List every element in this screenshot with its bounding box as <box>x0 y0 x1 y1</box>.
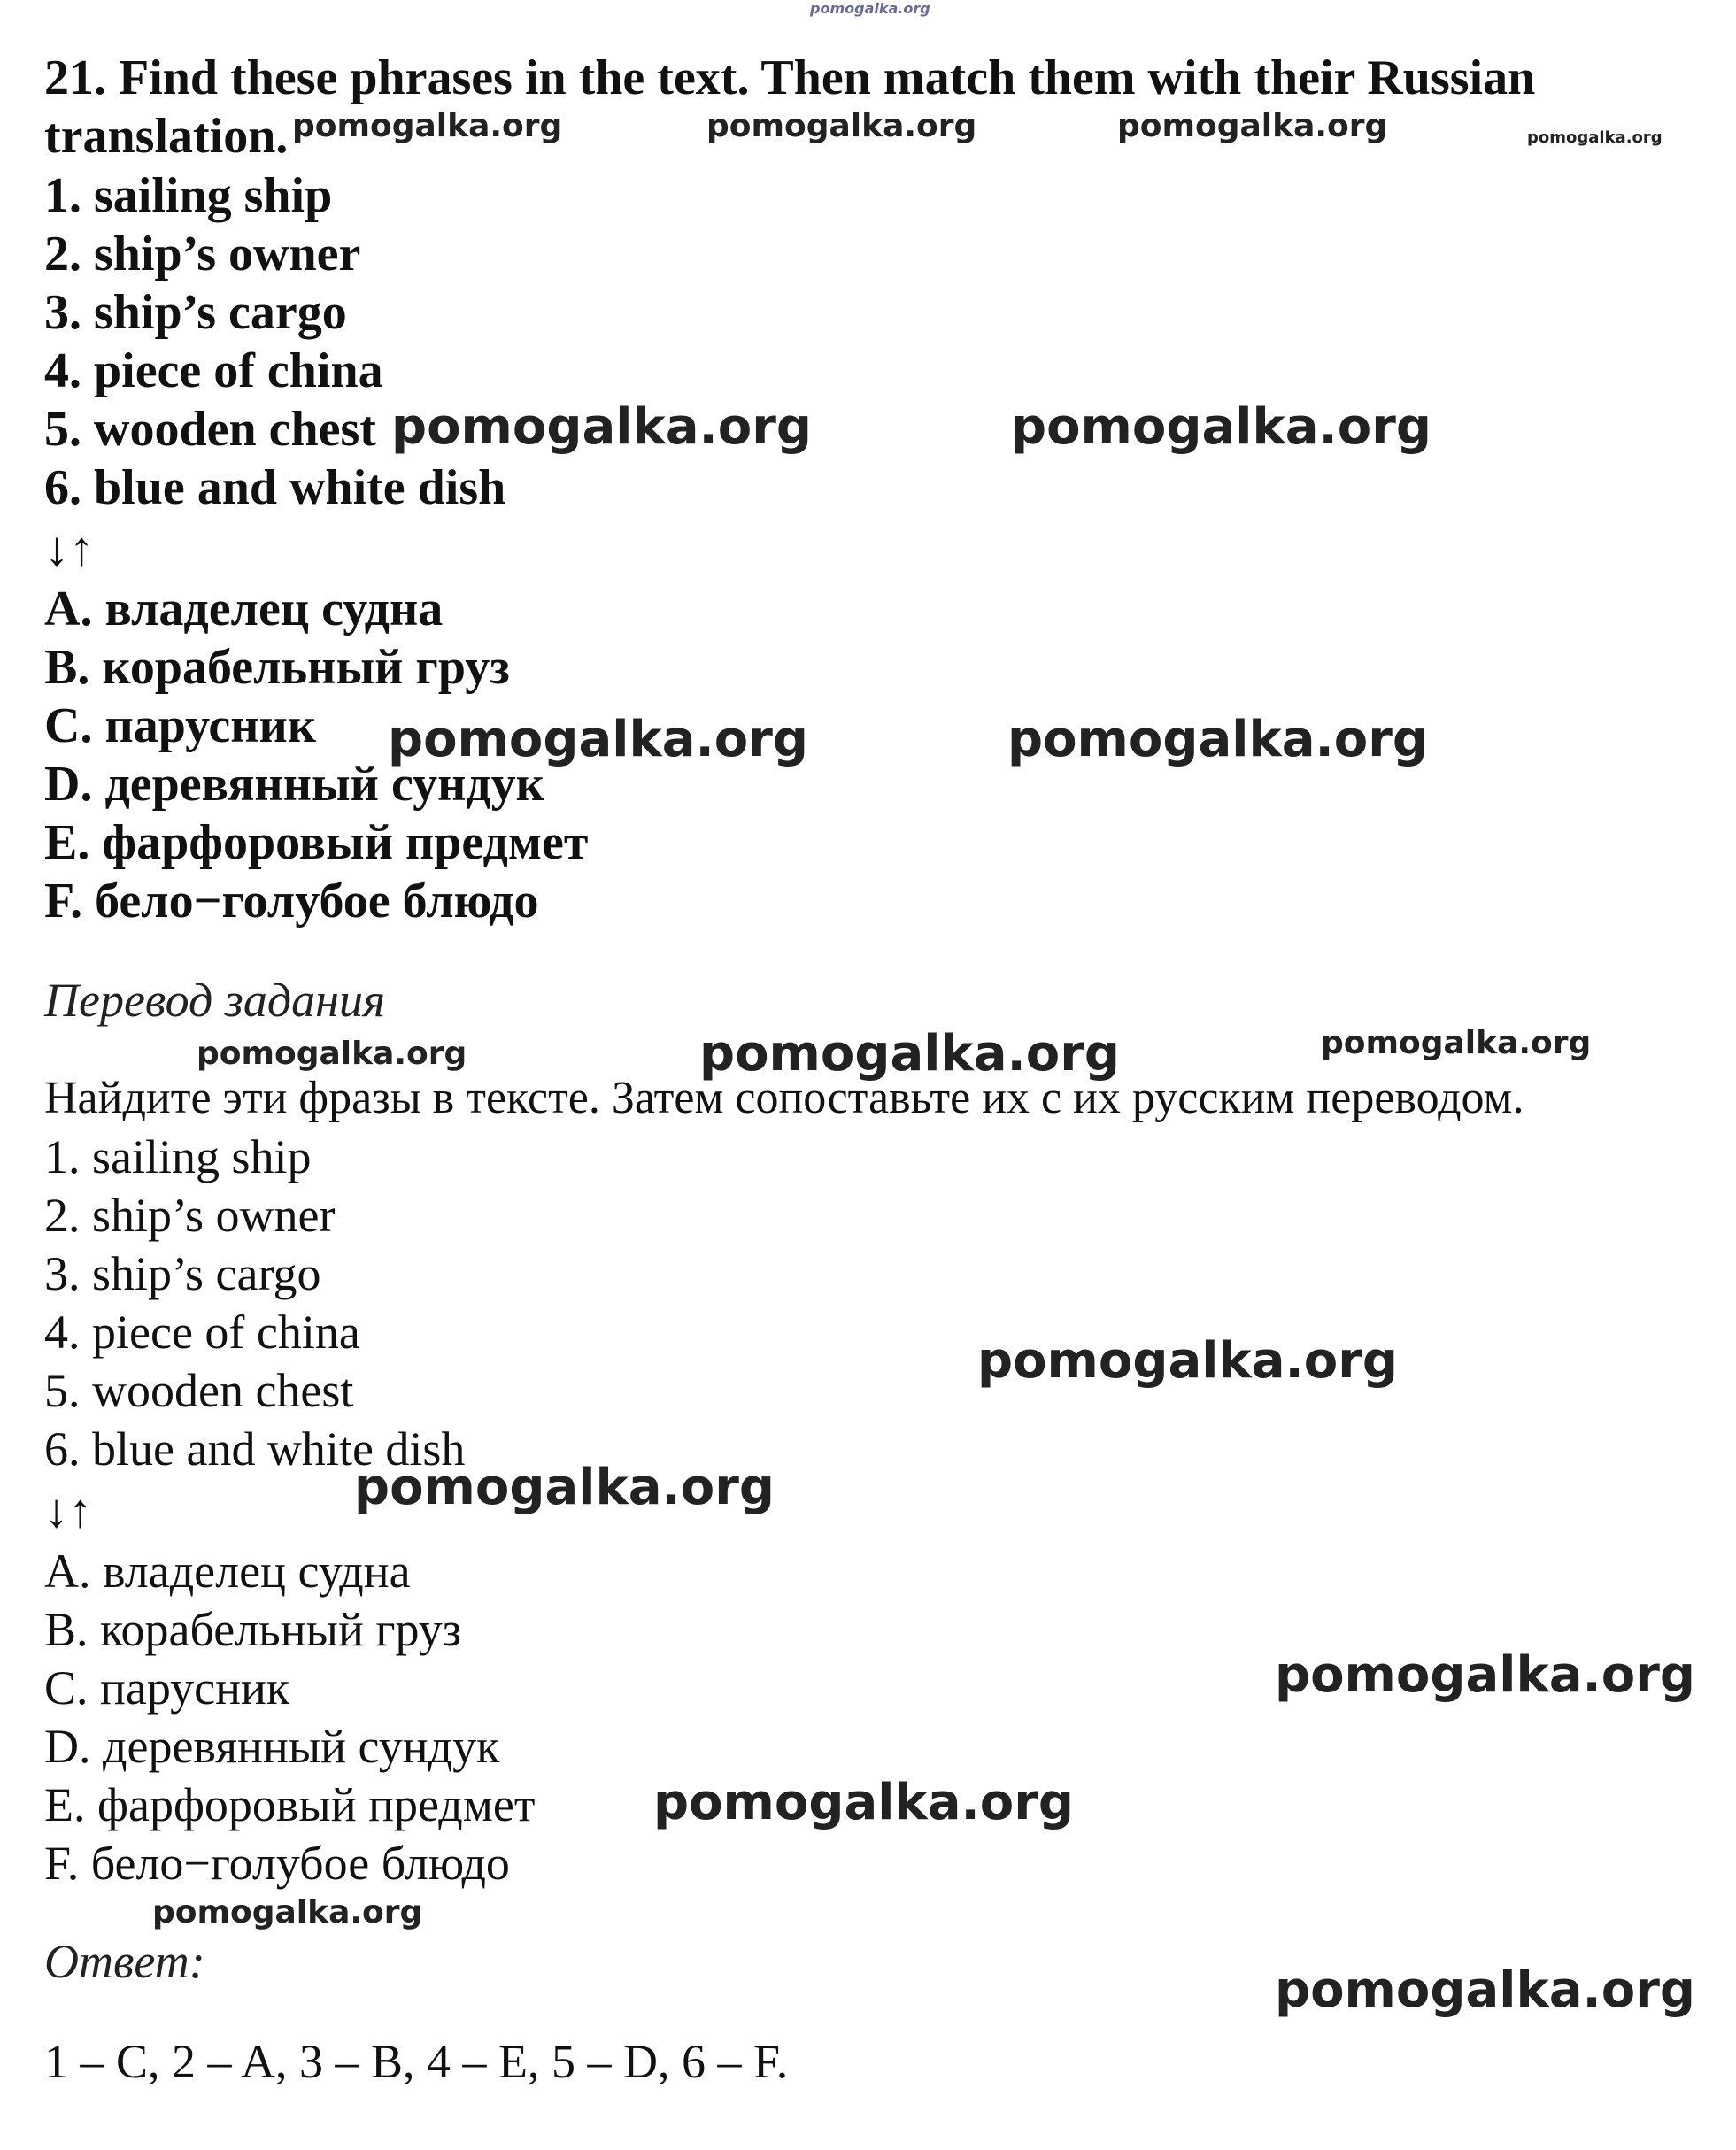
watermark: pomogalka.org <box>1011 398 1431 456</box>
tr-phrase-3: 3. ship’s cargo <box>44 1247 321 1300</box>
tr-translation-d: D. деревянный сундук <box>44 1720 500 1773</box>
watermark: pomogalka.org <box>706 108 977 144</box>
watermark: pomogalka.org <box>977 1332 1398 1390</box>
watermark: pomogalka.org <box>653 1774 1074 1831</box>
watermark: pomogalka.org <box>699 1025 1120 1083</box>
tr-phrase-1: 1. sailing ship <box>44 1130 312 1183</box>
watermark: pomogalka.org <box>391 398 812 456</box>
watermark: pomogalka.org <box>1275 1646 1695 1704</box>
tr-translation-e: E. фарфоровый предмет <box>44 1778 536 1831</box>
answer-text: 1 – C, 2 – A, 3 – B, 4 – E, 5 – D, 6 – F. <box>44 2035 789 2088</box>
phrase-6: 6. blue and white dish <box>44 460 506 515</box>
match-arrows: ↓↑ <box>44 522 94 577</box>
tr-phrase-5: 5. wooden chest <box>44 1364 354 1417</box>
tr-translation-f: F. бело−голубое блюдо <box>44 1837 510 1890</box>
task-heading-cont: translation. <box>44 109 289 164</box>
watermark: pomogalka.org <box>1527 128 1663 147</box>
translation-d: D. деревянный сундук <box>44 757 544 812</box>
translation-f: F. бело−голубое блюдо <box>44 874 539 929</box>
tr-phrase-2: 2. ship’s owner <box>44 1189 336 1242</box>
watermark: pomogalka.org <box>388 711 808 768</box>
translation-instruction: Найдите эти фразы в тексте. Затем сопоставьте их с их русским переводом. <box>44 1073 1524 1123</box>
translation-a: A. владелец судна <box>44 582 444 636</box>
phrase-4: 4. piece of china <box>44 343 383 398</box>
answer-label: Ответ: <box>44 1935 205 1988</box>
task-heading: 21. Find these phrases in the text. Then match them with their Russian <box>44 50 1536 105</box>
watermark: pomogalka.org <box>1321 1025 1592 1061</box>
translation-e: E. фарфоровый предмет <box>44 815 589 870</box>
tr-match-arrows: ↓↑ <box>44 1484 92 1537</box>
tr-phrase-6: 6. blue and white dish <box>44 1422 466 1476</box>
translation-section-title: Перевод задания <box>44 974 386 1027</box>
watermark: pomogalka.org <box>292 108 563 144</box>
phrase-5: 5. wooden chest <box>44 402 376 457</box>
watermark: pomogalka.org <box>197 1036 467 1072</box>
translation-c: C. парусник <box>44 698 317 753</box>
tr-translation-b: B. корабельный груз <box>44 1603 462 1656</box>
tr-phrase-4: 4. piece of china <box>44 1306 360 1359</box>
watermark: pomogalka.org <box>354 1459 775 1516</box>
watermark: pomogalka.org <box>1117 108 1388 144</box>
tr-translation-a: A. владелец судна <box>44 1545 411 1598</box>
phrase-2: 2. ship’s owner <box>44 227 361 281</box>
translation-b: B. корабельный груз <box>44 640 510 695</box>
watermark: pomogalka.org <box>152 1894 423 1930</box>
tr-translation-c: C. парусник <box>44 1661 290 1715</box>
watermark-top: pomogalka.org <box>810 0 930 17</box>
phrase-1: 1. sailing ship <box>44 168 333 223</box>
watermark: pomogalka.org <box>1007 711 1428 768</box>
watermark: pomogalka.org <box>1275 1961 1695 2019</box>
phrase-3: 3. ship’s cargo <box>44 285 347 340</box>
